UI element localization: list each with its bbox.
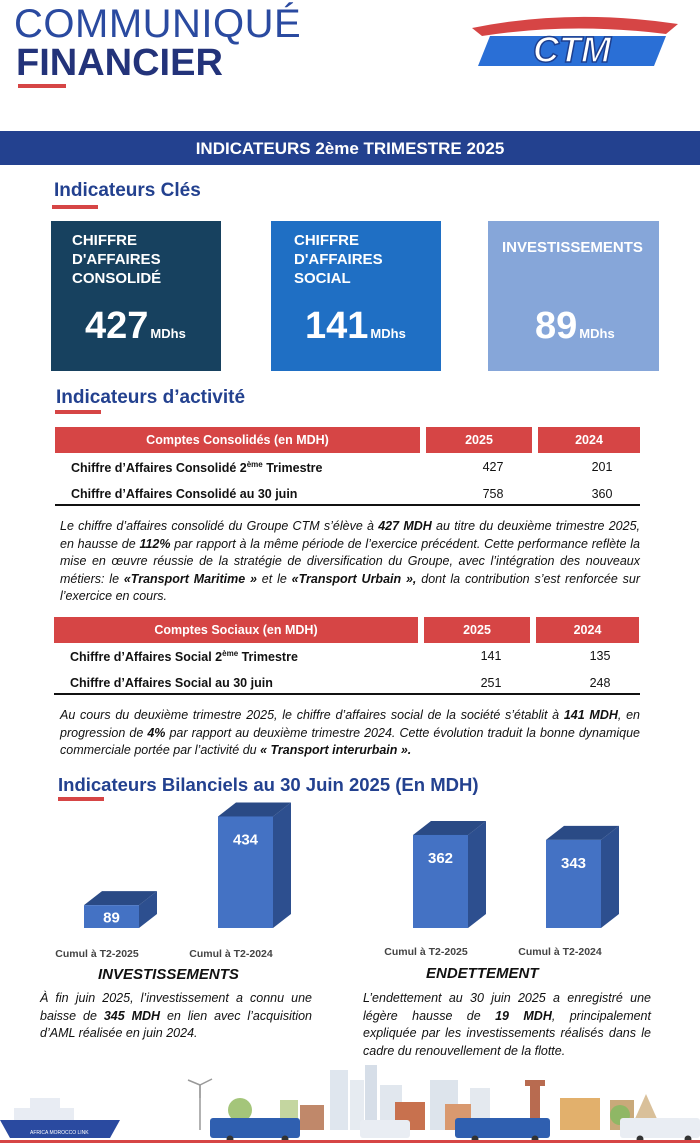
kpi-label <box>72 231 161 288</box>
table-cell: 248 <box>589 676 611 690</box>
social-commentary: Au cours du deuxième trimestre 2025, le chiffre d’affaires social de la société s’établit à 141 MDH, en progression de 4% par rapport au deuxième trimestre 2024. Cette évolution traduit la bonne dynamique commerciale portée par l’activité du « Transport interurbain ». <box>60 708 640 757</box>
table-cell: 758 <box>482 487 504 501</box>
bar-category-label: Cumul à T2-2025 <box>384 946 468 958</box>
social-col-2025: 2025 <box>424 617 530 643</box>
kpi-unit: MDhs <box>150 326 186 341</box>
kpi-card-consolidated <box>51 221 221 371</box>
kpi-label-line: D'AFFAIRES <box>72 251 161 268</box>
bar-value-label: 89 <box>103 909 120 927</box>
kpi-label-line: CONSOLIDÉ <box>72 270 162 287</box>
consolidated-table-header: Comptes Consolidés (en MDH) <box>55 427 420 453</box>
activity-underline <box>55 410 101 414</box>
bar-value-label: 343 <box>560 854 587 872</box>
ship-text: AFRICA MOROCCO LINK <box>30 1130 89 1136</box>
table-cell: 427 <box>482 460 504 474</box>
row-label-end: Trimestre <box>262 461 323 476</box>
balance-charts <box>0 790 700 970</box>
social-table-header: Comptes Sociaux (en MDH) <box>54 617 418 643</box>
bar-side <box>601 826 619 928</box>
table-cell: 201 <box>591 460 613 474</box>
row-label-sup: ème <box>222 649 239 658</box>
kpi-value <box>535 305 615 348</box>
kpi-label-line: INVESTISSEMENTS <box>502 239 643 256</box>
row-label-end: Trimestre <box>238 650 298 665</box>
table-bottom-rule <box>55 504 640 506</box>
investments-commentary: À fin juin 2025, l’investissement a connu une baisse de 345 MDH en lien avec l’acquisition d’AML réalisée en juin 2024. <box>40 991 313 1040</box>
activity-heading: Indicateurs d’activité <box>56 387 246 408</box>
title-line-1: COMMUNIQUÉ <box>14 2 302 46</box>
table-bottom-rule <box>54 693 640 695</box>
row-label-sup: ème <box>246 460 263 469</box>
key-indicators-heading: Indicateurs Clés <box>54 180 201 201</box>
bar-side <box>273 802 291 928</box>
debt-commentary: L’endettement au 30 juin 2025 a enregistré une légère hausse de 19 MDH, principalement expliquée par les investissements réalisés dans le cadre du renouvellement de la flotte. <box>363 991 651 1058</box>
consolidated-col-2025: 2025 <box>426 427 532 453</box>
kpi-value <box>305 305 406 348</box>
kpi-card-investments <box>488 221 659 371</box>
table-row-label <box>70 676 273 690</box>
row-label-text: Chiffre d’Affaires Consolidé 2 <box>71 461 247 476</box>
ctm-logo <box>470 14 680 72</box>
key-indicators-underline <box>52 205 98 209</box>
investments-chart-title: INVESTISSEMENTS <box>98 966 239 983</box>
kpi-label-line: CHIFFRE <box>72 232 137 249</box>
kpi-card-social <box>271 221 441 371</box>
bar-category-label: Cumul à T2-2025 <box>55 948 139 960</box>
row-label-text: Chiffre d’Affaires Social au 30 juin <box>70 676 273 690</box>
bar-value-label: 362 <box>427 849 454 867</box>
table-cell: 141 <box>480 649 502 663</box>
debt-chart-title: ENDETTEMENT <box>426 965 539 982</box>
title-line-2: FINANCIER <box>16 42 223 84</box>
bar <box>413 835 468 928</box>
bar-category-label: Cumul à T2-2024 <box>518 946 602 958</box>
bar-category-label: Cumul à T2-2024 <box>189 948 273 960</box>
kpi-unit: MDhs <box>370 326 406 341</box>
city-skyline-illustration <box>0 1060 700 1143</box>
table-row-label <box>71 460 323 475</box>
bar-value-label: 434 <box>232 831 259 849</box>
consolidated-commentary: Le chiffre d’affaires consolidé du Groupe CTM s’élève à 427 MDH au titre du deuxième trimestre 2025, en hausse de 112% par rapport à la même période de l’exercice précédent. Cette performance reflète la mise en œuvre réussie de la stratégie de diversification du Groupe, avec l’intégration des nouveaux métiers: le «Transport Maritime » et le «Transport Urbain », dont la contribution s’est renforcée sur l’exercice en cours. <box>60 519 641 603</box>
kpi-label-line: CHIFFRE <box>294 232 359 249</box>
kpi-number: 141 <box>305 305 369 347</box>
row-label-text: Chiffre d’Affaires Consolidé au 30 juin <box>71 487 298 501</box>
kpi-label <box>502 238 643 257</box>
kpi-unit: MDhs <box>579 326 615 341</box>
kpi-label-line: SOCIAL <box>294 270 351 287</box>
row-label-text: Chiffre d’Affaires Social 2 <box>70 650 223 665</box>
bar-side <box>468 821 486 928</box>
bar <box>546 840 601 928</box>
kpi-label <box>294 231 383 288</box>
balance-heading: Indicateurs Bilanciels au 30 Juin 2025 (En MDH) <box>58 774 479 795</box>
title-underline <box>18 84 66 88</box>
table-cell: 251 <box>480 676 502 690</box>
table-row-label <box>70 649 298 664</box>
table-row-label <box>71 487 297 501</box>
quarter-banner: INDICATEURS 2ème TRIMESTRE 2025 <box>0 131 700 165</box>
kpi-value <box>85 305 186 348</box>
kpi-number: 427 <box>85 305 149 347</box>
logo-text: CTM <box>533 29 611 70</box>
social-col-2024: 2024 <box>536 617 639 643</box>
consolidated-col-2024: 2024 <box>538 427 640 453</box>
kpi-label-line: D'AFFAIRES <box>294 251 383 268</box>
table-cell: 135 <box>589 649 611 663</box>
kpi-number: 89 <box>535 305 578 347</box>
table-cell: 360 <box>591 487 613 501</box>
